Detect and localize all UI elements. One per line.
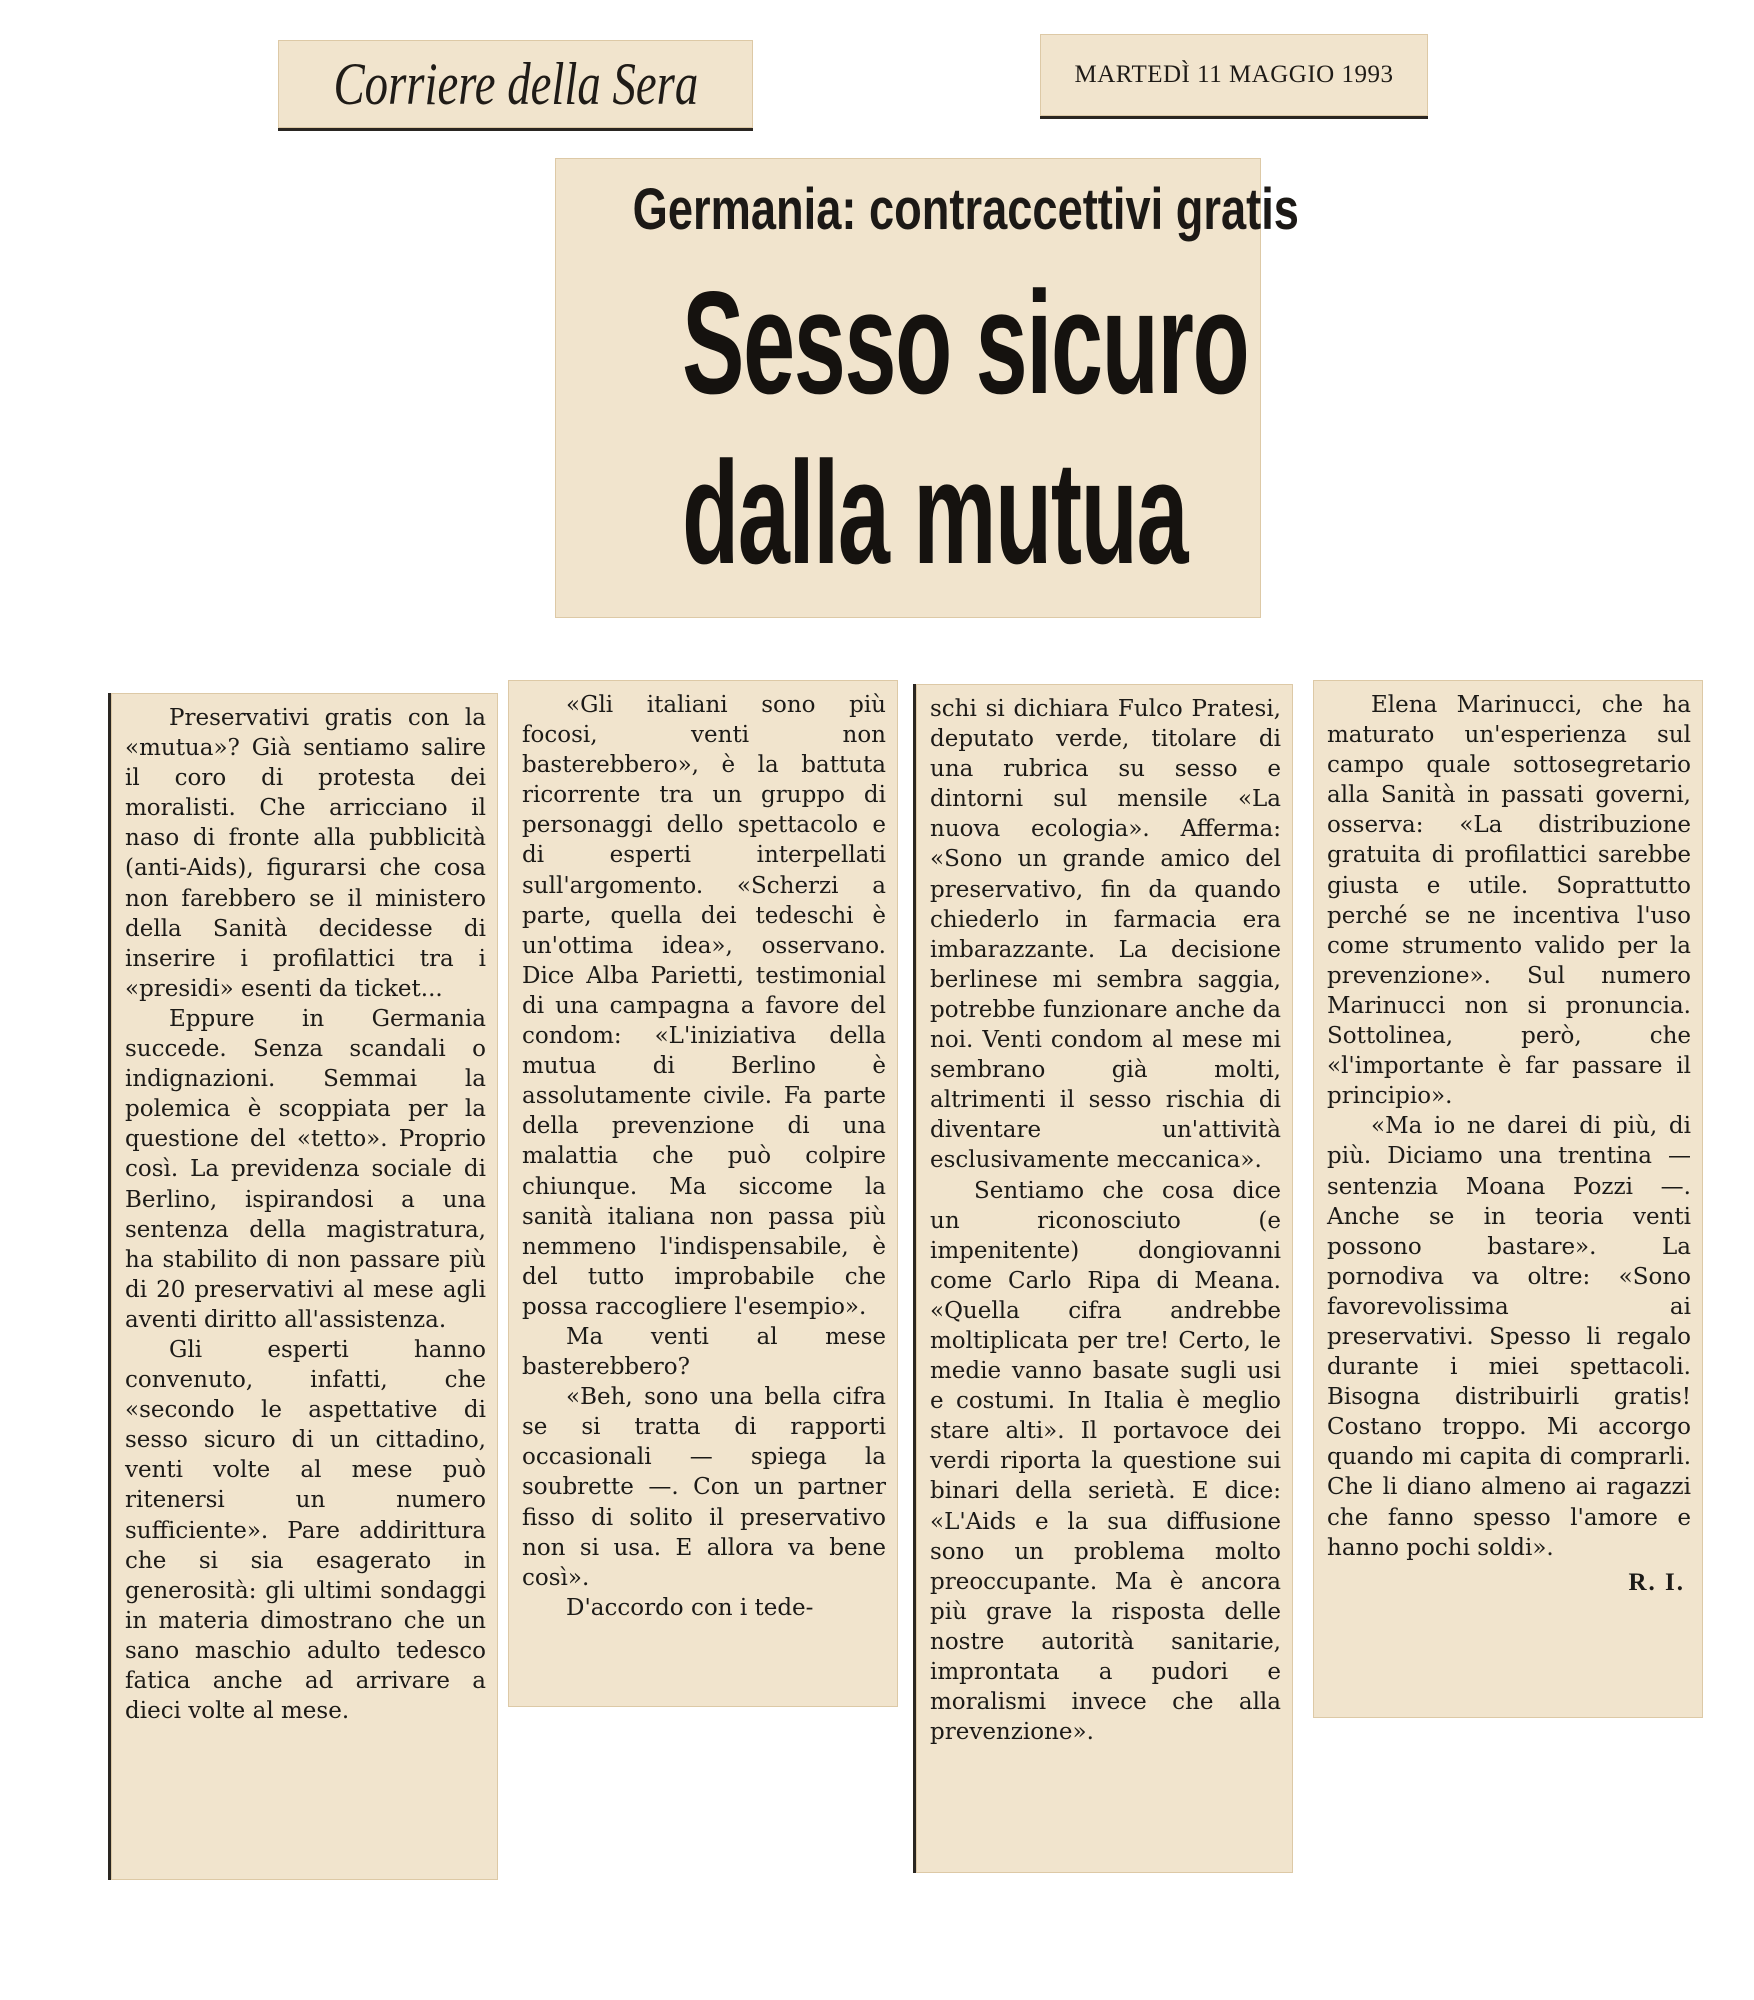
- author-signature: R. I.: [1628, 1568, 1685, 1596]
- paragraph: Sentiamo che cosa dice un riconosciuto (e impenitente) dongiovanni come Carlo Ripa di Meana. «Quella cifra andrebbe moltiplicata per tre! Certo, le medie vanno basate sugli usi e costumi. In Italia è meglio stare alti». Il portavoce dei verdi riporta la questione sui binari della serietà. E dice: «L'Aids e la sua diffusione sono un problema molto preoccupante. Ma è ancora più grave la risposta delle nostre autorità sanitarie, improntata a pudori e moralismi invece che alla prevenzione».: [930, 1177, 1281, 1746]
- paragraph: Preservativi gratis con la «mutua»? Già sentiamo salire il coro di protesta dei moralisti. Che arricciano il naso di fronte alla pubblicità (anti-Aids), figurarsi che cosa non farebbero se il ministero della Sanità decidesse di inserire i profilattici tra i «presidi» esenti da ticket...: [125, 705, 486, 1002]
- paragraph: schi si dichiara Fulco Pratesi, deputato verde, titolare di una rubrica su sesso e dintorni sul mensile «La nuova ecologia». Afferma: «Sono un grande amico del preservativo, fin da quando chiederlo in farmacia era imbarazzante. La decisione berlinese mi sembra saggia, potrebbe funzionare anche da noi. Venti condom al mese mi sembrano già molti, altrimenti il sesso rischia di diventare un'attività esclusivamente meccanica».: [930, 696, 1281, 1174]
- publication-date: MARTEDÌ 11 MAGGIO 1993: [1074, 61, 1394, 88]
- paragraph: «Beh, sono una bella cifra se si tratta di rapporti occasionali — spiega la soubrette —. Con un partner fisso di solito il preservativo non si usa. E allora va bene così».: [522, 1384, 886, 1591]
- headline-title-line-2: dalla mutua: [682, 431, 1188, 594]
- newspaper-masthead: [278, 40, 753, 131]
- paragraph: Eppure in Germania succede. Senza scandali o indignazioni. Semmai la polemica è scoppiata per la questione del «tetto». Proprio così. La previdenza sociale di Berlino, ispirandosi a una sentenza della magistratura, ha stabilito di non passare più di 20 preservativi al mese agli aventi diritto all'assistenza.: [125, 1005, 486, 1333]
- paragraph: Gli esperti hanno convenuto, infatti, che «secondo le aspettative di sesso sicuro di un cittadino, venti volte al mese può ritenersi un numero sufficiente». Pare addirittura che si sia esagerato in generosità: gli ultimi sondaggi in materia dimostrano che un sano maschio adulto tedesco fatica anche ad arrivare a dieci volte al mese.: [125, 1336, 486, 1725]
- newspaper-name: Corriere della Sera: [333, 50, 698, 117]
- paragraph: «Ma io ne darei di più, di più. Diciamo una trentina — sentenzia Moana Pozzi —. Anche se in teoria venti possono bastare». La pornodiva va oltre: «Sono favorevolissima ai preservativi. Spesso li regalo durante i miei spettacoli. Bisogna distribuirli gratis! Costano troppo. Mi accorgo quando mi capita di comprarli. Che li diano almeno ai ragazzi che fanno spesso l'amore e hanno pochi soldi».: [1327, 1113, 1691, 1561]
- headline-kicker: Germania: contraccettivi gratis: [632, 177, 1299, 242]
- article-column-2: [508, 680, 898, 1707]
- paragraph: «Gli italiani sono più focosi, venti non basterebbero», è la battuta ricorrente tra un gruppo di personaggi dello spettacolo e di esperti interpellati sull'argomento. «Scherzi a parte, quella dei tedeschi è un'ottima idea», osservano. Dice Alba Parietti, testimonial di una campagna a favore del condom: «L'iniziativa della mutua di Berlino è assolutamente civile. Fa parte della prevenzione di una malattia che può colpire chiunque. Ma siccome la sanità italiana non passa più nemmeno l'indispensabile, è del tutto improbabile che possa raccogliere l'esempio».: [522, 692, 886, 1320]
- dateline: [1040, 34, 1428, 119]
- paragraph: Ma venti al mese basterebbero?: [522, 1323, 886, 1381]
- paragraph: Elena Marinucci, che ha maturato un'esperienza sul campo quale sottosegretario alla Sanità in passati governi, osserva: «La distribuzione gratuita di profilattici sarebbe giusta e utile. Soprattutto perché se ne incentiva l'uso come strumento valido per la prevenzione». Sul numero Marinucci non si pronuncia. Sottolinea, però, che «l'importante è far passare il principio».: [1327, 692, 1691, 1110]
- paragraph: D'accordo con i tede-: [566, 1594, 814, 1621]
- headline-block: [555, 158, 1299, 618]
- article-column-1: [108, 693, 498, 1880]
- headline-title-line-1: Sesso sicuro: [682, 261, 1249, 424]
- article-column-4: [1313, 680, 1703, 1718]
- article-column-3: [913, 684, 1293, 1873]
